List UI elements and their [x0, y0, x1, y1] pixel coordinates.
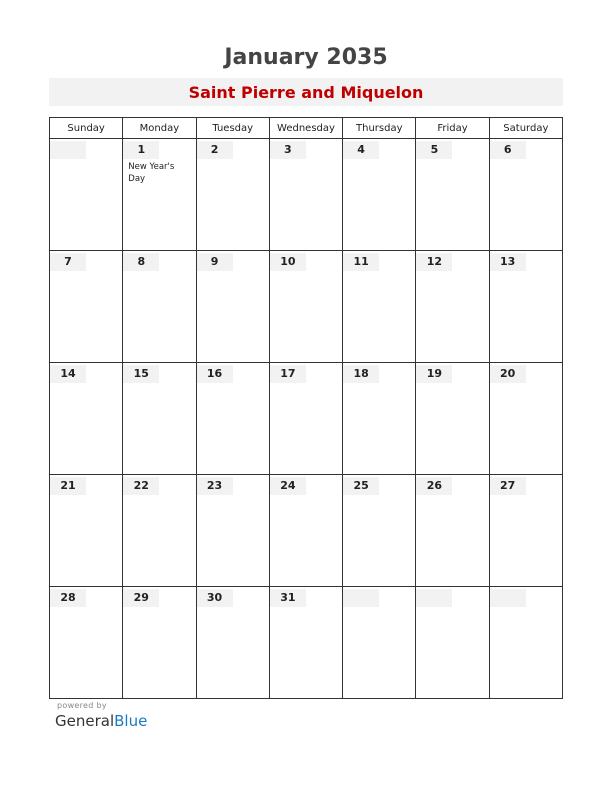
- day-cell[interactable]: [416, 363, 489, 475]
- day-number: 5: [416, 141, 452, 159]
- day-number: 20: [490, 365, 526, 383]
- weekday-header-row: [50, 118, 563, 139]
- day-number: 13: [490, 253, 526, 271]
- day-number: [343, 589, 379, 607]
- calendar-grid: [49, 117, 563, 699]
- day-number: 4: [343, 141, 379, 159]
- day-number: 6: [490, 141, 526, 159]
- day-number: 10: [270, 253, 306, 271]
- day-cell[interactable]: [50, 587, 123, 699]
- day-number: 26: [416, 477, 452, 495]
- weekday-header: Sunday: [50, 118, 123, 139]
- day-cell[interactable]: [50, 363, 123, 475]
- day-number: 24: [270, 477, 306, 495]
- day-number: [490, 589, 526, 607]
- week-row: [50, 251, 563, 363]
- holiday-label-line: Day: [128, 174, 146, 184]
- day-number: 11: [343, 253, 379, 271]
- weekday-header: Monday: [123, 118, 196, 139]
- day-cell[interactable]: [343, 363, 416, 475]
- weekday-header: Tuesday: [196, 118, 269, 139]
- day-number: [50, 141, 86, 159]
- day-cell[interactable]: [269, 363, 342, 475]
- region-name: Saint Pierre and Miquelon: [188, 83, 424, 102]
- day-cell[interactable]: [196, 363, 269, 475]
- day-cell[interactable]: [196, 139, 269, 251]
- day-number: 17: [270, 365, 306, 383]
- powered-by-label: powered by: [57, 701, 107, 710]
- day-number: 12: [416, 253, 452, 271]
- day-cell[interactable]: [196, 251, 269, 363]
- day-cell[interactable]: [416, 475, 489, 587]
- region-banner: [49, 78, 563, 106]
- week-row: [50, 139, 563, 251]
- day-number: 19: [416, 365, 452, 383]
- day-cell[interactable]: [343, 251, 416, 363]
- day-number: 8: [123, 253, 159, 271]
- day-cell[interactable]: [123, 251, 196, 363]
- day-cell[interactable]: [489, 475, 562, 587]
- day-cell[interactable]: [269, 251, 342, 363]
- holiday-label-line: New Year's: [128, 162, 175, 172]
- day-number: 27: [490, 477, 526, 495]
- day-number: 29: [123, 589, 159, 607]
- day-cell[interactable]: [123, 363, 196, 475]
- day-cell[interactable]: [123, 139, 196, 251]
- day-cell[interactable]: [123, 475, 196, 587]
- calendar-body: [50, 139, 563, 699]
- day-cell[interactable]: [343, 475, 416, 587]
- day-number: 3: [270, 141, 306, 159]
- day-cell[interactable]: [50, 475, 123, 587]
- day-cell[interactable]: [416, 251, 489, 363]
- day-number: 23: [197, 477, 233, 495]
- week-row: [50, 475, 563, 587]
- day-cell[interactable]: [50, 139, 123, 251]
- day-number: 28: [50, 589, 86, 607]
- day-number: 30: [197, 589, 233, 607]
- day-number: 31: [270, 589, 306, 607]
- day-number: 2: [197, 141, 233, 159]
- weekday-header: Wednesday: [269, 118, 342, 139]
- day-cell[interactable]: [50, 251, 123, 363]
- day-cell[interactable]: [196, 587, 269, 699]
- day-number: 25: [343, 477, 379, 495]
- day-cell[interactable]: [269, 587, 342, 699]
- day-number: 21: [50, 477, 86, 495]
- day-cell[interactable]: [269, 139, 342, 251]
- day-number: 9: [197, 253, 233, 271]
- day-cell[interactable]: [416, 587, 489, 699]
- day-number: 18: [343, 365, 379, 383]
- day-number: 14: [50, 365, 86, 383]
- day-number: 16: [197, 365, 233, 383]
- day-cell[interactable]: [489, 587, 562, 699]
- weekday-header: Saturday: [489, 118, 562, 139]
- day-number: 7: [50, 253, 86, 271]
- weekday-header: Thursday: [343, 118, 416, 139]
- week-row: [50, 363, 563, 475]
- day-cell[interactable]: [489, 363, 562, 475]
- holiday-label: [128, 161, 195, 185]
- day-number: 15: [123, 365, 159, 383]
- day-cell[interactable]: [343, 587, 416, 699]
- calendar-title: January 2035: [224, 45, 388, 70]
- day-cell[interactable]: [489, 139, 562, 251]
- day-number: 1: [123, 141, 159, 159]
- generalblue-logo[interactable]: [55, 712, 147, 730]
- day-cell[interactable]: [123, 587, 196, 699]
- logo-blue-text: Blue: [114, 712, 148, 730]
- day-number: [416, 589, 452, 607]
- day-cell[interactable]: [196, 475, 269, 587]
- day-number: 22: [123, 477, 159, 495]
- day-cell[interactable]: [416, 139, 489, 251]
- day-cell[interactable]: [269, 475, 342, 587]
- week-row: [50, 587, 563, 699]
- logo-general-text: General: [55, 712, 115, 730]
- day-cell[interactable]: [489, 251, 562, 363]
- weekday-header: Friday: [416, 118, 489, 139]
- day-cell[interactable]: [343, 139, 416, 251]
